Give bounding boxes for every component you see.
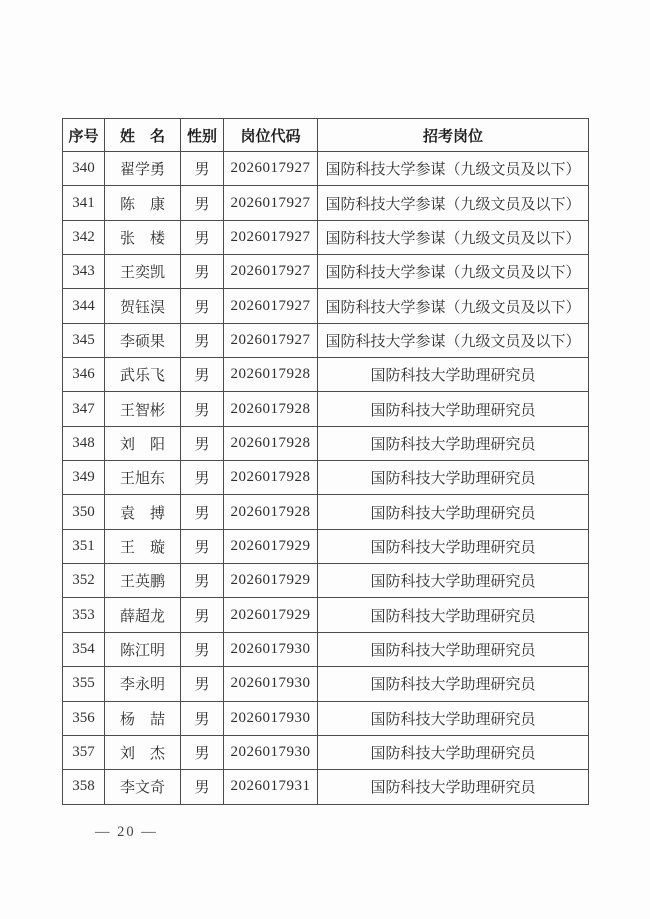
cell-position-title: 国防科技大学助理研究员 bbox=[318, 564, 589, 598]
cell-position-title: 国防科技大学参谋（九级文员及以下） bbox=[318, 323, 589, 357]
cell-position-code: 2026017928 bbox=[224, 495, 318, 529]
cell-gender: 男 bbox=[181, 735, 224, 769]
cell-gender: 男 bbox=[181, 598, 224, 632]
cell-name: 刘 阳 bbox=[105, 426, 181, 460]
cell-position-title: 国防科技大学参谋（九级文员及以下） bbox=[318, 255, 589, 289]
cell-name: 薛超龙 bbox=[105, 598, 181, 632]
table-row bbox=[63, 495, 589, 529]
cell-serial-number: 350 bbox=[63, 495, 105, 529]
cell-gender: 男 bbox=[181, 323, 224, 357]
table-row bbox=[63, 426, 589, 460]
cell-position-title: 国防科技大学助理研究员 bbox=[318, 598, 589, 632]
column-header-code: 岗位代码 bbox=[224, 119, 318, 152]
table-row bbox=[63, 461, 589, 495]
cell-serial-number: 346 bbox=[63, 358, 105, 392]
cell-serial-number: 349 bbox=[63, 461, 105, 495]
cell-serial-number: 344 bbox=[63, 289, 105, 323]
table-row bbox=[63, 564, 589, 598]
table-row bbox=[63, 152, 589, 186]
table-body bbox=[63, 152, 589, 805]
cell-name: 武乐飞 bbox=[105, 358, 181, 392]
cell-position-code: 2026017927 bbox=[224, 289, 318, 323]
table-row bbox=[63, 701, 589, 735]
cell-gender: 男 bbox=[181, 564, 224, 598]
cell-position-title: 国防科技大学助理研究员 bbox=[318, 529, 589, 563]
cell-position-code: 2026017929 bbox=[224, 564, 318, 598]
cell-gender: 男 bbox=[181, 186, 224, 220]
table-header-row bbox=[63, 119, 589, 152]
table-row bbox=[63, 529, 589, 563]
cell-serial-number: 340 bbox=[63, 152, 105, 186]
cell-position-code: 2026017930 bbox=[224, 701, 318, 735]
column-header-serial: 序号 bbox=[63, 119, 105, 152]
cell-position-code: 2026017930 bbox=[224, 667, 318, 701]
recruitment-roster-table bbox=[62, 118, 589, 805]
table-row bbox=[63, 770, 589, 804]
cell-gender: 男 bbox=[181, 289, 224, 323]
cell-position-code: 2026017928 bbox=[224, 392, 318, 426]
cell-position-title: 国防科技大学参谋（九级文员及以下） bbox=[318, 152, 589, 186]
cell-gender: 男 bbox=[181, 632, 224, 666]
table-row bbox=[63, 735, 589, 769]
cell-position-code: 2026017929 bbox=[224, 598, 318, 632]
cell-serial-number: 342 bbox=[63, 220, 105, 254]
cell-gender: 男 bbox=[181, 461, 224, 495]
cell-position-code: 2026017928 bbox=[224, 461, 318, 495]
cell-serial-number: 351 bbox=[63, 529, 105, 563]
cell-position-title: 国防科技大学参谋（九级文员及以下） bbox=[318, 289, 589, 323]
cell-name: 杨 喆 bbox=[105, 701, 181, 735]
cell-position-code: 2026017930 bbox=[224, 735, 318, 769]
cell-serial-number: 355 bbox=[63, 667, 105, 701]
cell-serial-number: 357 bbox=[63, 735, 105, 769]
cell-name: 王旭东 bbox=[105, 461, 181, 495]
table-row bbox=[63, 598, 589, 632]
table-row bbox=[63, 358, 589, 392]
table-row bbox=[63, 186, 589, 220]
cell-position-title: 国防科技大学助理研究员 bbox=[318, 461, 589, 495]
cell-position-title: 国防科技大学助理研究员 bbox=[318, 358, 589, 392]
cell-name: 李文奇 bbox=[105, 770, 181, 804]
table-row bbox=[63, 323, 589, 357]
cell-position-code: 2026017928 bbox=[224, 358, 318, 392]
cell-name: 袁 搏 bbox=[105, 495, 181, 529]
cell-position-code: 2026017927 bbox=[224, 220, 318, 254]
cell-serial-number: 348 bbox=[63, 426, 105, 460]
cell-name: 陈江明 bbox=[105, 632, 181, 666]
cell-name: 王智彬 bbox=[105, 392, 181, 426]
cell-gender: 男 bbox=[181, 667, 224, 701]
cell-position-title: 国防科技大学助理研究员 bbox=[318, 667, 589, 701]
cell-name: 王奕凯 bbox=[105, 255, 181, 289]
cell-serial-number: 345 bbox=[63, 323, 105, 357]
table-row bbox=[63, 289, 589, 323]
cell-serial-number: 358 bbox=[63, 770, 105, 804]
cell-serial-number: 353 bbox=[63, 598, 105, 632]
cell-name: 翟学勇 bbox=[105, 152, 181, 186]
column-header-gender: 性别 bbox=[181, 119, 224, 152]
table-row bbox=[63, 255, 589, 289]
cell-name: 张 楼 bbox=[105, 220, 181, 254]
cell-serial-number: 347 bbox=[63, 392, 105, 426]
cell-gender: 男 bbox=[181, 255, 224, 289]
cell-position-title: 国防科技大学助理研究员 bbox=[318, 392, 589, 426]
cell-gender: 男 bbox=[181, 358, 224, 392]
cell-name: 王英鹏 bbox=[105, 564, 181, 598]
cell-gender: 男 bbox=[181, 529, 224, 563]
cell-serial-number: 341 bbox=[63, 186, 105, 220]
table-row bbox=[63, 667, 589, 701]
cell-position-title: 国防科技大学助理研究员 bbox=[318, 495, 589, 529]
table-row bbox=[63, 392, 589, 426]
cell-position-code: 2026017929 bbox=[224, 529, 318, 563]
cell-position-code: 2026017927 bbox=[224, 152, 318, 186]
cell-gender: 男 bbox=[181, 701, 224, 735]
cell-position-code: 2026017927 bbox=[224, 255, 318, 289]
cell-gender: 男 bbox=[181, 392, 224, 426]
cell-position-title: 国防科技大学助理研究员 bbox=[318, 701, 589, 735]
cell-name: 陈 康 bbox=[105, 186, 181, 220]
cell-position-title: 国防科技大学助理研究员 bbox=[318, 632, 589, 666]
column-header-position: 招考岗位 bbox=[318, 119, 589, 152]
cell-name: 李永明 bbox=[105, 667, 181, 701]
cell-name: 王 璇 bbox=[105, 529, 181, 563]
column-header-name: 姓 名 bbox=[105, 119, 181, 152]
cell-gender: 男 bbox=[181, 495, 224, 529]
cell-serial-number: 352 bbox=[63, 564, 105, 598]
cell-gender: 男 bbox=[181, 220, 224, 254]
cell-name: 李硕果 bbox=[105, 323, 181, 357]
cell-serial-number: 343 bbox=[63, 255, 105, 289]
page-number: — 20 — bbox=[95, 824, 158, 840]
cell-position-code: 2026017931 bbox=[224, 770, 318, 804]
cell-name: 刘 杰 bbox=[105, 735, 181, 769]
cell-position-code: 2026017927 bbox=[224, 323, 318, 357]
cell-serial-number: 354 bbox=[63, 632, 105, 666]
cell-position-title: 国防科技大学参谋（九级文员及以下） bbox=[318, 220, 589, 254]
cell-position-code: 2026017930 bbox=[224, 632, 318, 666]
table-row bbox=[63, 220, 589, 254]
cell-position-code: 2026017927 bbox=[224, 186, 318, 220]
cell-position-title: 国防科技大学参谋（九级文员及以下） bbox=[318, 186, 589, 220]
cell-position-title: 国防科技大学助理研究员 bbox=[318, 426, 589, 460]
cell-gender: 男 bbox=[181, 770, 224, 804]
table-row bbox=[63, 632, 589, 666]
cell-name: 贺钰淏 bbox=[105, 289, 181, 323]
cell-gender: 男 bbox=[181, 152, 224, 186]
cell-gender: 男 bbox=[181, 426, 224, 460]
cell-position-title: 国防科技大学助理研究员 bbox=[318, 770, 589, 804]
cell-position-code: 2026017928 bbox=[224, 426, 318, 460]
cell-position-title: 国防科技大学助理研究员 bbox=[318, 735, 589, 769]
cell-serial-number: 356 bbox=[63, 701, 105, 735]
